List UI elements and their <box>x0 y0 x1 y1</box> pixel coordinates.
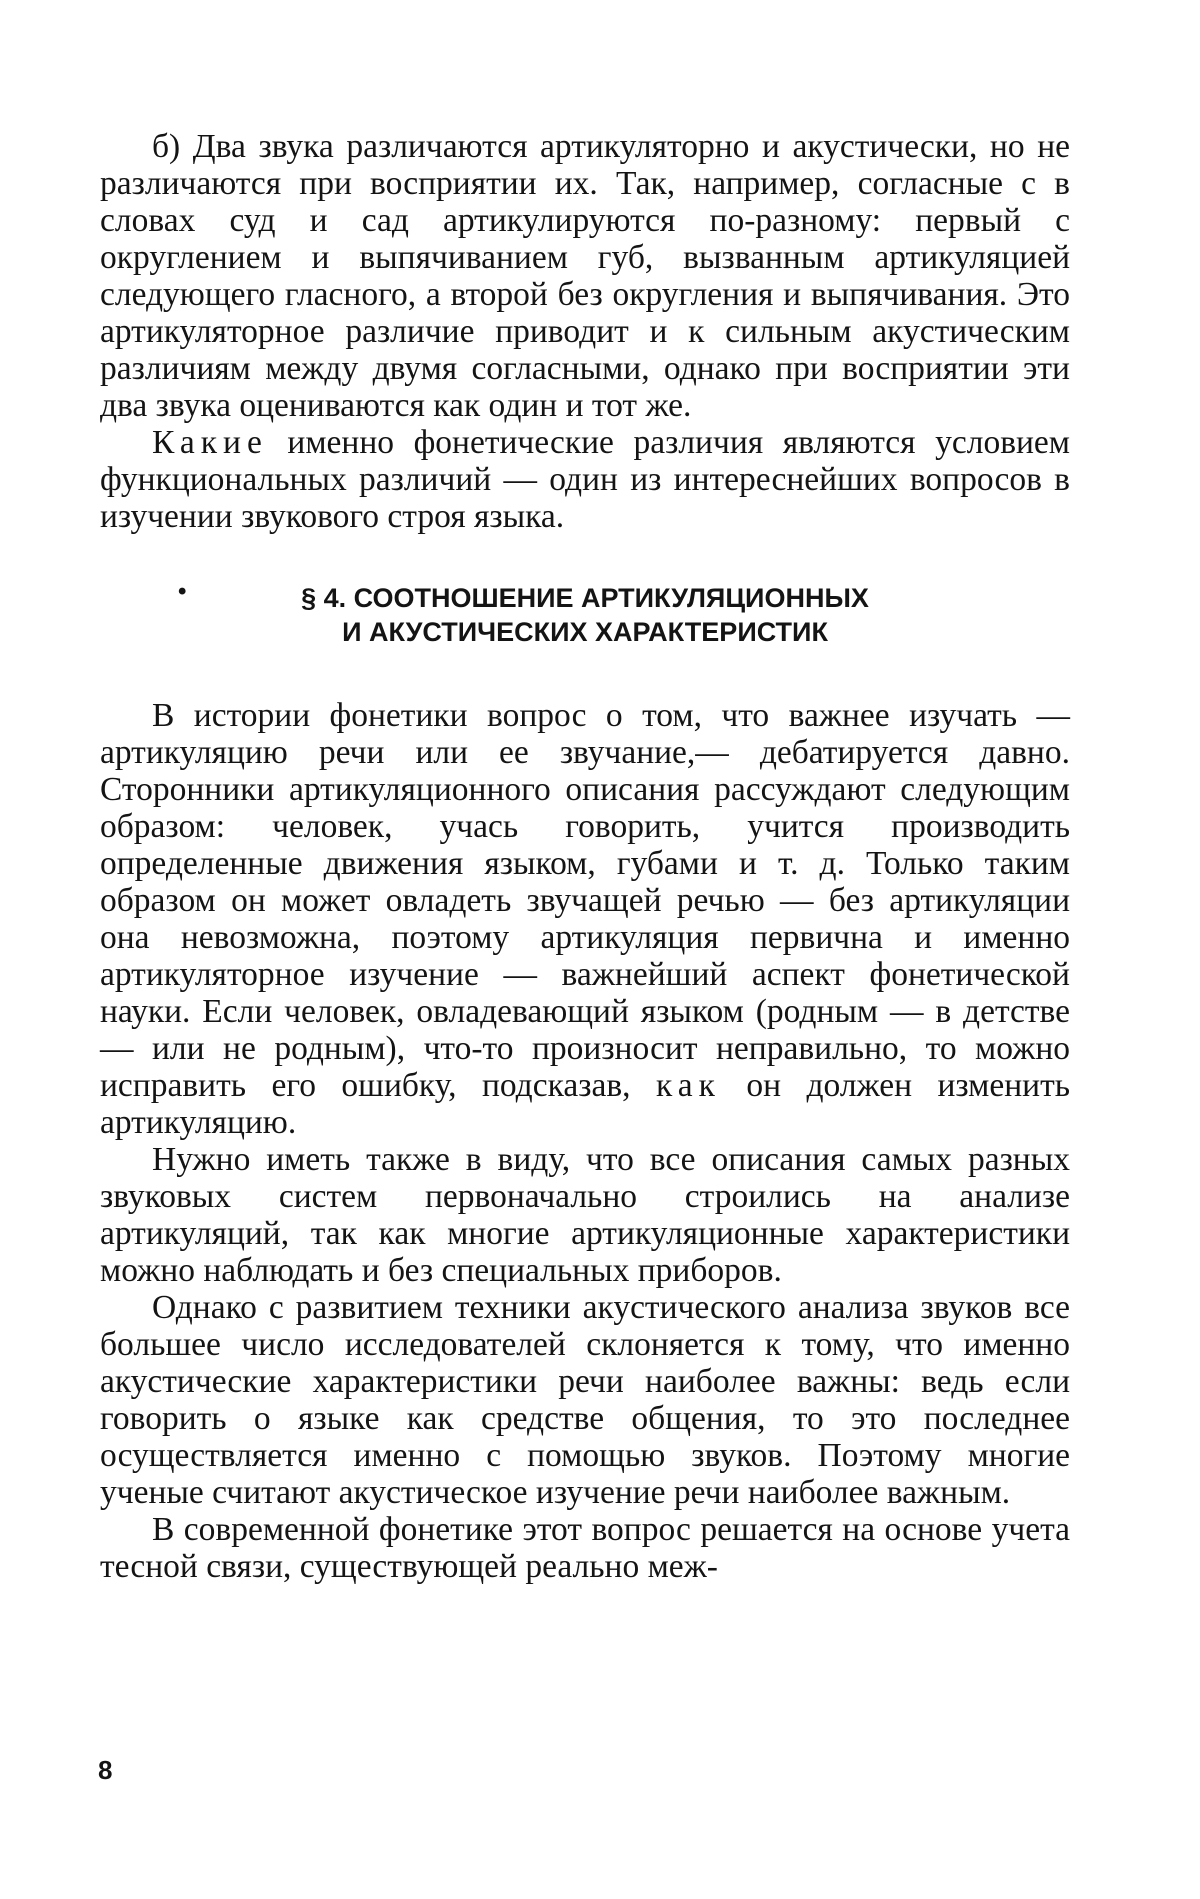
paragraph-4 <box>100 1511 1070 1585</box>
paragraph-question-text: именно фонетические различия являются условием функциональных различий — один из интереснейших вопросов в изучении звукового строя языка. <box>100 424 1071 535</box>
paragraph-b <box>100 128 1070 424</box>
paragraph-4-text: В современной фонетике этот вопрос решается на основе учета тесной связи, существующей реально меж- <box>100 1511 1070 1585</box>
paragraph-3 <box>100 1289 1070 1511</box>
paragraph-b-text: б) Два звука различаются артикуляторно и акустически, но не различаются при восприятии их. Так, например, согласные с в словах суд и сад артикулируются по-разному: первый с округлением и выпячиванием губ, вызванным артикуляцией следующего гласного, а второй без округления и выпячивания. Это артикуляторное различие приводит и к сильным акустическим различиям между двумя согласными, однако при восприятии эти два звука оцениваются как один и тот же. <box>100 128 1070 424</box>
page-number: 8 <box>98 1755 113 1785</box>
emphasis-word: Какие <box>152 424 268 461</box>
paragraph-1 <box>100 697 1070 1141</box>
page-content <box>100 128 1070 1585</box>
paragraph-1-emphasis: как <box>655 1067 721 1104</box>
paragraph-1-end: он должен изменить артикуляцию. <box>100 1067 1071 1141</box>
paragraph-question <box>100 424 1070 535</box>
section-heading <box>100 578 1070 649</box>
paragraph-2 <box>100 1141 1070 1289</box>
paragraph-2-text: Нужно иметь также в виду, что все описания самых разных звуковых систем первоначально строились на анализе артикуляций, так как многие артикуляционные характеристики можно наблюдать и без специальных приборов. <box>100 1141 1070 1289</box>
section-heading-line-2: И АКУСТИЧЕСКИХ ХАРАКТЕРИСТИК <box>342 617 828 647</box>
bullet-mark-icon: • <box>178 578 187 605</box>
paragraph-1-start: В истории фонетики вопрос о том, что важнее изучать — артикуляцию речи или ее звучание,— дебатируется давно. Сторонники артикуляционного описания рассуждают следующим образом: человек, учась говорить, учится производить определенные движения языком, губами и т. д. Только таким образом он может овладеть звучащей речью — без артикуляции она невозможна, поэтому артикуляция первична и именно артикуляторное изучение — важнейший аспект фонетической науки. Если человек, овладевающий языком (родным — в детстве — или не родным), что-то произносит неправильно, то можно исправить его ошибку, подсказав, <box>100 697 1070 1104</box>
paragraph-3-text: Однако с развитием техники акустического анализа звуков все большее число исследователей склоняется к тому, что именно акустические характеристики речи наиболее важны: ведь если говорить о языке как средстве общения, то это последнее осуществляется именно с помощью звуков. Поэтому многие ученые считают акустическое изучение речи наиболее важным. <box>100 1289 1070 1511</box>
section-heading-line-1: § 4. СООТНОШЕНИЕ АРТИКУЛЯЦИОННЫХ <box>301 583 869 613</box>
